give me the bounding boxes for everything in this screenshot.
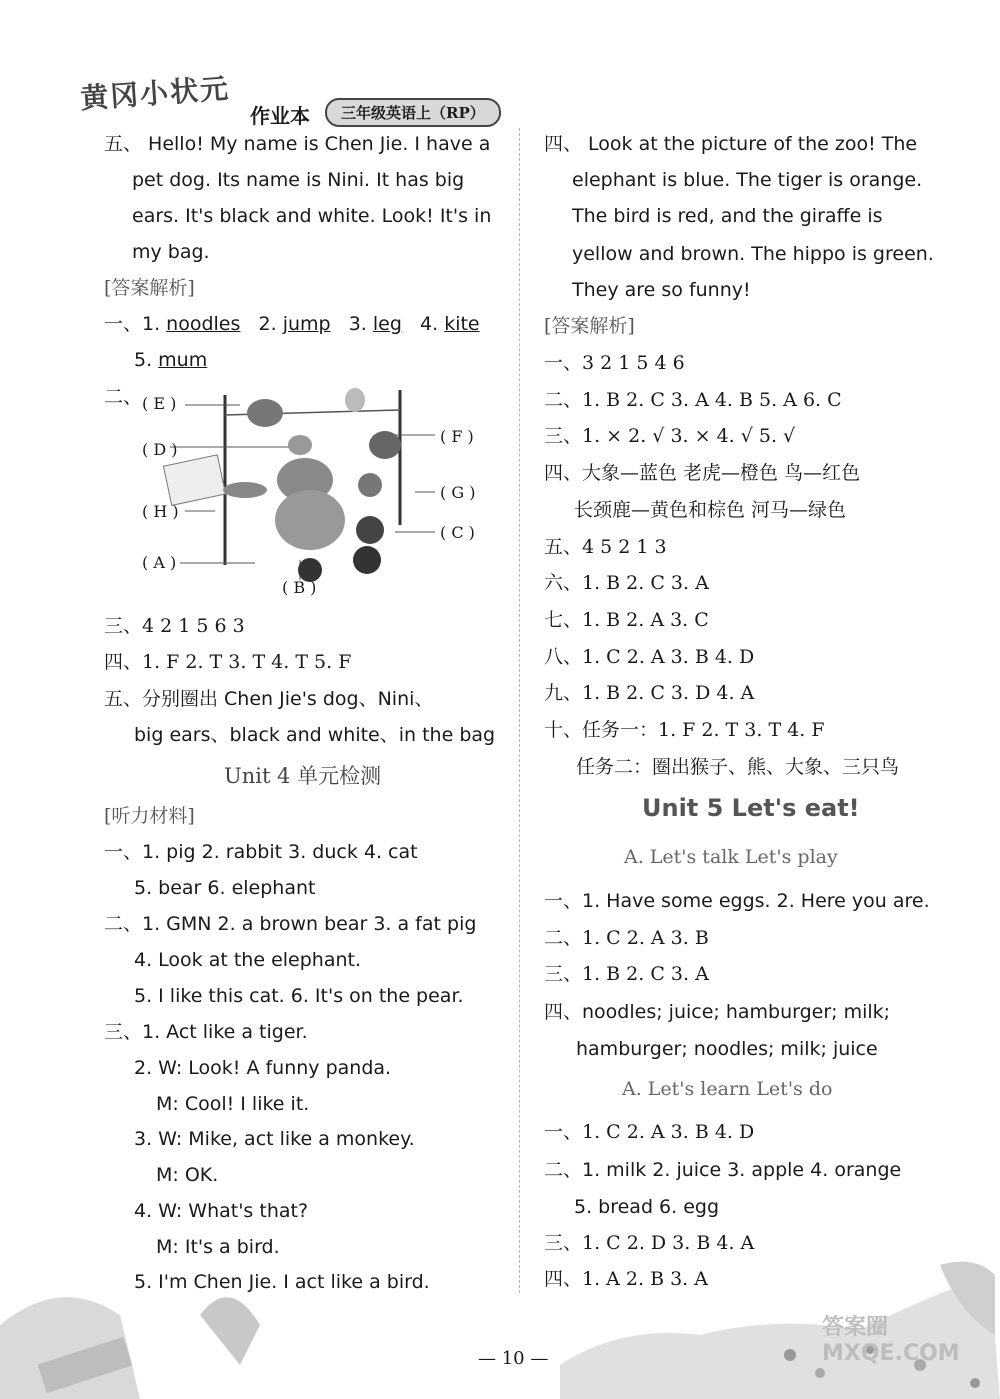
answer-line: 4. W: What's that? bbox=[134, 1200, 309, 1222]
answer-line: 5. bear 6. elephant bbox=[134, 877, 316, 899]
page-number: — 10 — bbox=[478, 1348, 549, 1369]
answer-header: [答案解析] bbox=[104, 277, 195, 299]
answer-line: 长颈鹿—黄色和棕色 河马—绿色 bbox=[574, 499, 847, 521]
listening-header: [听力材料] bbox=[104, 805, 195, 827]
passage-line: elephant is blue. The tiger is orange. bbox=[572, 169, 923, 191]
answer-line: 三、1. × 2. √ 3. × 4. √ 5. √ bbox=[544, 425, 796, 447]
picture-label-f: ( F ) bbox=[440, 427, 474, 446]
passage-line: my bag. bbox=[132, 241, 210, 263]
answer-line: 5. bread 6. egg bbox=[574, 1196, 720, 1218]
answer-line: 五、4 5 2 1 3 bbox=[544, 536, 667, 558]
answer-line: big ears、black and white、in the bag bbox=[134, 724, 496, 746]
grade-tag: 三年级英语上（RP） bbox=[325, 98, 501, 127]
unit-5-title: Unit 5 Let's eat! bbox=[642, 794, 860, 822]
answer-prefix: 二、 bbox=[104, 386, 143, 408]
section-title: A. Let's talk Let's play bbox=[624, 846, 838, 868]
passage-line: pet dog. Its name is Nini. It has big bbox=[132, 169, 465, 191]
answer-line: 三、1. B 2. C 3. A bbox=[544, 963, 709, 985]
answer-line: 四、noodles; juice; hamburger; milk; bbox=[544, 1001, 891, 1023]
answer-line: 一、3 2 1 5 4 6 bbox=[544, 352, 685, 374]
answer-line: 六、1. B 2. C 3. A bbox=[544, 572, 709, 594]
brand-logo: 黄冈小状元 bbox=[79, 71, 232, 116]
answer-line: 三、1. C 2. D 3. B 4. A bbox=[544, 1232, 755, 1254]
answer-word: jump bbox=[282, 313, 331, 335]
answer-word: kite bbox=[444, 313, 480, 335]
answer-line: 二、1. GMN 2. a brown bear 3. a fat pig bbox=[104, 913, 477, 935]
answer-line: 任务二：圈出猴子、熊、大象、三只鸟 bbox=[576, 756, 900, 778]
answer-line: 2. W: Look! A funny panda. bbox=[134, 1057, 392, 1079]
answer-line: hamburger; noodles; milk; juice bbox=[576, 1038, 878, 1060]
passage-line: 四、 Look at the picture of the zoo! The bbox=[544, 133, 918, 155]
answer-line: 二、1. milk 2. juice 3. apple 4. orange bbox=[544, 1159, 902, 1181]
passage-line: yellow and brown. The hippo is green. bbox=[572, 243, 934, 265]
answer-line: 二、1. B 2. C 3. A 4. B 5. A 6. C bbox=[544, 389, 842, 411]
picture-label-e: ( E ) bbox=[142, 394, 177, 413]
answer-word: leg bbox=[372, 313, 402, 335]
picture-label-g: ( G ) bbox=[440, 483, 476, 502]
answer-line: 3. W: Mike, act like a monkey. bbox=[134, 1128, 415, 1150]
picture-label-a: ( A ) bbox=[142, 553, 177, 572]
answer-line: M: It's a bird. bbox=[156, 1236, 280, 1258]
answer-line: 5. I'm Chen Jie. I act like a bird. bbox=[134, 1271, 430, 1293]
answer-line: 三、4 2 1 5 6 3 bbox=[104, 615, 245, 637]
passage-line: They are so funny! bbox=[572, 279, 751, 301]
answer-prefix: 一、1. bbox=[104, 313, 167, 335]
answer-word: noodles bbox=[166, 313, 241, 335]
answer-line: M: Cool! I like it. bbox=[156, 1093, 310, 1115]
passage-line: The bird is red, and the giraffe is bbox=[572, 205, 883, 227]
answer-line: 4. Look at the elephant. bbox=[134, 949, 361, 971]
passage-line: ears. It's black and white. Look! It's in bbox=[132, 205, 492, 227]
answer-line: 二、1. C 2. A 3. B bbox=[544, 927, 709, 949]
answer-line: 5. I like this cat. 6. It's on the pear. bbox=[134, 985, 464, 1007]
answer-line: 八、1. C 2. A 3. B 4. D bbox=[544, 646, 755, 668]
unit-4-title: Unit 4 单元检测 bbox=[224, 764, 382, 788]
answer-line: 一、1. noodles 2. jump 3. leg 4. kite bbox=[104, 313, 480, 335]
picture-label-b: ( B ) bbox=[282, 578, 317, 597]
passage-line: 五、 Hello! My name is Chen Jie. I have a bbox=[104, 133, 491, 155]
answer-line: 三、1. Act like a tiger. bbox=[104, 1021, 308, 1043]
answer-line: 四、1. F 2. T 3. T 4. T 5. F bbox=[104, 651, 352, 673]
section-title: A. Let's learn Let's do bbox=[622, 1078, 833, 1100]
answer-line: 四、大象—蓝色 老虎—橙色 鸟—红色 bbox=[544, 462, 861, 484]
answer-line: 一、1. pig 2. rabbit 3. duck 4. cat bbox=[104, 841, 418, 863]
answer-line: 九、1. B 2. C 3. D 4. A bbox=[544, 682, 755, 704]
book-title: 作业本 bbox=[250, 104, 310, 128]
picture-label-c: ( C ) bbox=[440, 523, 475, 542]
answer-line: 四、1. A 2. B 3. A bbox=[544, 1268, 708, 1290]
answer-line: M: OK. bbox=[156, 1164, 219, 1186]
answer-line: 5. mum bbox=[134, 349, 208, 371]
answer-line: 十、任务一：1. F 2. T 3. T 4. F bbox=[544, 719, 825, 741]
answer-line: 五、分别圈出 Chen Jie's dog、Nini、 bbox=[104, 688, 434, 710]
answer-header: [答案解析] bbox=[544, 315, 635, 337]
answer-word: mum bbox=[158, 349, 208, 371]
picture-label-d: ( D ) bbox=[142, 440, 178, 459]
column-divider bbox=[519, 128, 520, 1293]
answer-line: 一、1. Have some eggs. 2. Here you are. bbox=[544, 890, 930, 912]
answer-line: 一、1. C 2. A 3. B 4. D bbox=[544, 1121, 755, 1143]
watermark: 答案圈 MXQE.COM bbox=[822, 1315, 960, 1366]
answer-line: 七、1. B 2. A 3. C bbox=[544, 609, 709, 631]
picture-label-h: ( H ) bbox=[142, 502, 179, 521]
